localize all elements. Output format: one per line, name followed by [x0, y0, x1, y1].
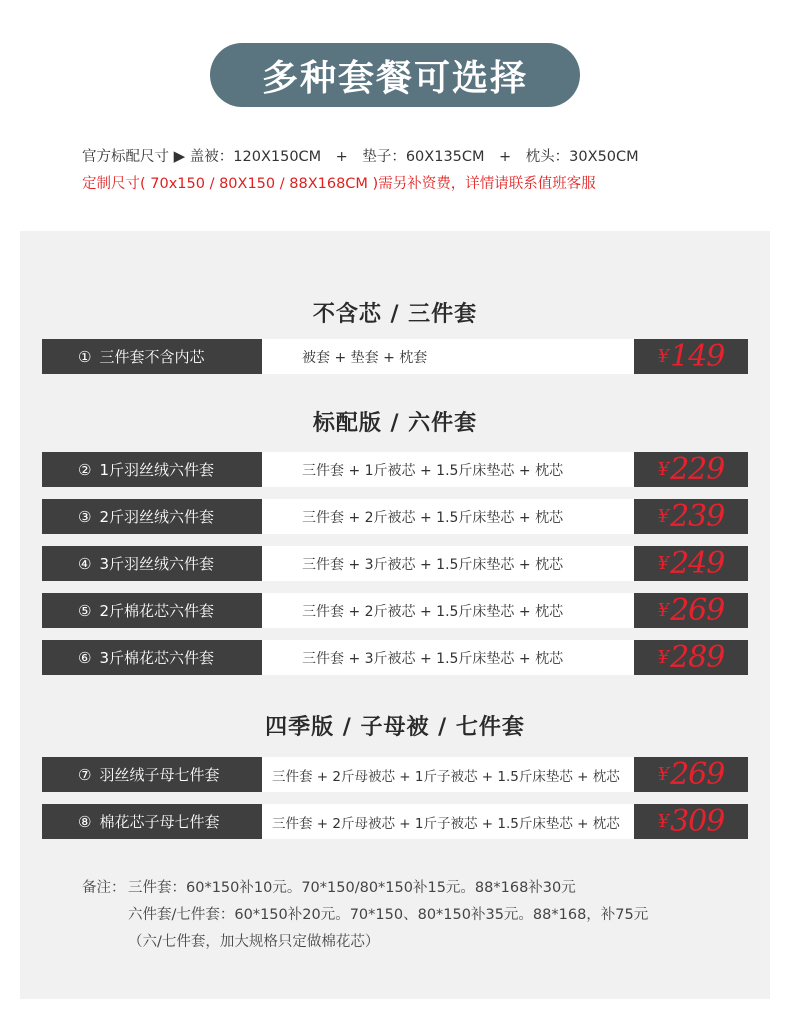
- package-name: [42, 593, 262, 628]
- package-row[interactable]: [42, 757, 748, 792]
- package-name: [42, 339, 262, 374]
- package-number: ⑥: [78, 648, 92, 667]
- package-price: [634, 757, 748, 792]
- package-contents: 三件套 + 2斤母被芯 + 1斤子被芯 + 1.5斤床垫芯 + 枕芯: [262, 804, 634, 839]
- currency-symbol: ¥: [657, 647, 670, 668]
- currency-symbol: ¥: [657, 764, 670, 785]
- section-heading-seven-piece: 四季版 / 子母被 / 七件套: [265, 715, 525, 740]
- package-row[interactable]: [42, 546, 748, 581]
- package-row[interactable]: [42, 499, 748, 534]
- package-price: [634, 452, 748, 487]
- package-contents: 三件套 + 2斤被芯 + 1.5斤床垫芯 + 枕芯: [262, 593, 634, 628]
- section-heading-three-piece: 不含芯 / 三件套: [312, 302, 478, 327]
- package-contents: 三件套 + 3斤被芯 + 1.5斤床垫芯 + 枕芯: [262, 546, 634, 581]
- package-name: [42, 804, 262, 839]
- package-name: [42, 640, 262, 675]
- play-arrow-icon: ▶: [173, 147, 186, 165]
- price-amount: 269: [670, 593, 725, 628]
- package-price: [634, 593, 748, 628]
- package-name-text: 3斤棉花芯六件套: [99, 649, 214, 667]
- package-row[interactable]: [42, 593, 748, 628]
- official-size-line: [82, 145, 639, 166]
- package-name-text: 2斤羽丝绒六件套: [99, 508, 214, 526]
- package-price: [634, 804, 748, 839]
- currency-symbol: ¥: [657, 346, 670, 367]
- package-price: [634, 339, 748, 374]
- package-contents: 三件套 + 3斤被芯 + 1.5斤床垫芯 + 枕芯: [262, 640, 634, 675]
- package-row[interactable]: [42, 640, 748, 675]
- package-contents: 三件套 + 2斤被芯 + 1.5斤床垫芯 + 枕芯: [262, 499, 634, 534]
- price-amount: 149: [670, 339, 725, 374]
- price-amount: 249: [670, 546, 725, 581]
- note-line: 六件套/七件套：60*150补20元。70*150、80*150补35元。88*168，补75元: [128, 907, 649, 923]
- package-name: [42, 499, 262, 534]
- package-name: [42, 757, 262, 792]
- package-name-text: 2斤棉花芯六件套: [99, 602, 214, 620]
- package-number: ③: [78, 507, 92, 526]
- currency-symbol: ¥: [657, 553, 670, 574]
- package-contents: 三件套 + 1斤被芯 + 1.5斤床垫芯 + 枕芯: [262, 452, 634, 487]
- package-number: ①: [78, 347, 92, 366]
- section-heading-six-piece: 标配版 / 六件套: [312, 411, 478, 436]
- package-name-text: 棉花芯子母七件套: [99, 813, 220, 831]
- package-name-text: 3斤羽丝绒六件套: [99, 555, 214, 573]
- package-name-text: 羽丝绒子母七件套: [99, 766, 220, 784]
- package-number: ⑦: [78, 765, 92, 784]
- note-line: 三件套：60*150补10元。70*150/80*150补15元。88*168补30元: [128, 880, 576, 896]
- package-name-text: 1斤羽丝绒六件套: [99, 461, 214, 479]
- package-contents: 被套 + 垫套 + 枕套: [262, 339, 634, 374]
- currency-symbol: ¥: [657, 811, 670, 832]
- official-size-text: 盖被：120X150CM + 垫子：60X135CM + 枕头：30X50CM: [189, 149, 639, 165]
- package-price: [634, 640, 748, 675]
- price-amount: 309: [670, 804, 725, 839]
- package-number: ②: [78, 460, 92, 479]
- package-row[interactable]: [42, 804, 748, 839]
- price-amount: 289: [670, 640, 725, 675]
- package-price: [634, 546, 748, 581]
- notes-label: 备注：: [82, 880, 126, 896]
- package-name-text: 三件套不含内芯: [99, 348, 205, 366]
- package-name: [42, 452, 262, 487]
- currency-symbol: ¥: [657, 459, 670, 480]
- package-name: [42, 546, 262, 581]
- note-line: （六/七件套，加大规格只定做棉花芯）: [128, 934, 380, 950]
- price-amount: 239: [670, 499, 725, 534]
- currency-symbol: ¥: [657, 506, 670, 527]
- package-number: ④: [78, 554, 92, 573]
- currency-symbol: ¥: [657, 600, 670, 621]
- official-size-prefix: 官方标配尺寸: [82, 149, 169, 165]
- package-price: [634, 499, 748, 534]
- package-row[interactable]: [42, 339, 748, 374]
- price-amount: 269: [670, 757, 725, 792]
- page-title: 多种套餐可选择: [210, 43, 580, 107]
- price-amount: 229: [670, 452, 725, 487]
- package-row[interactable]: [42, 452, 748, 487]
- package-contents: 三件套 + 2斤母被芯 + 1斤子被芯 + 1.5斤床垫芯 + 枕芯: [262, 757, 634, 792]
- package-number: ⑤: [78, 601, 92, 620]
- package-number: ⑧: [78, 812, 92, 831]
- custom-size-line: 定制尺寸( 70x150 / 80X150 / 88X168CM )需另补资费，详情请联系值班客服: [82, 176, 596, 192]
